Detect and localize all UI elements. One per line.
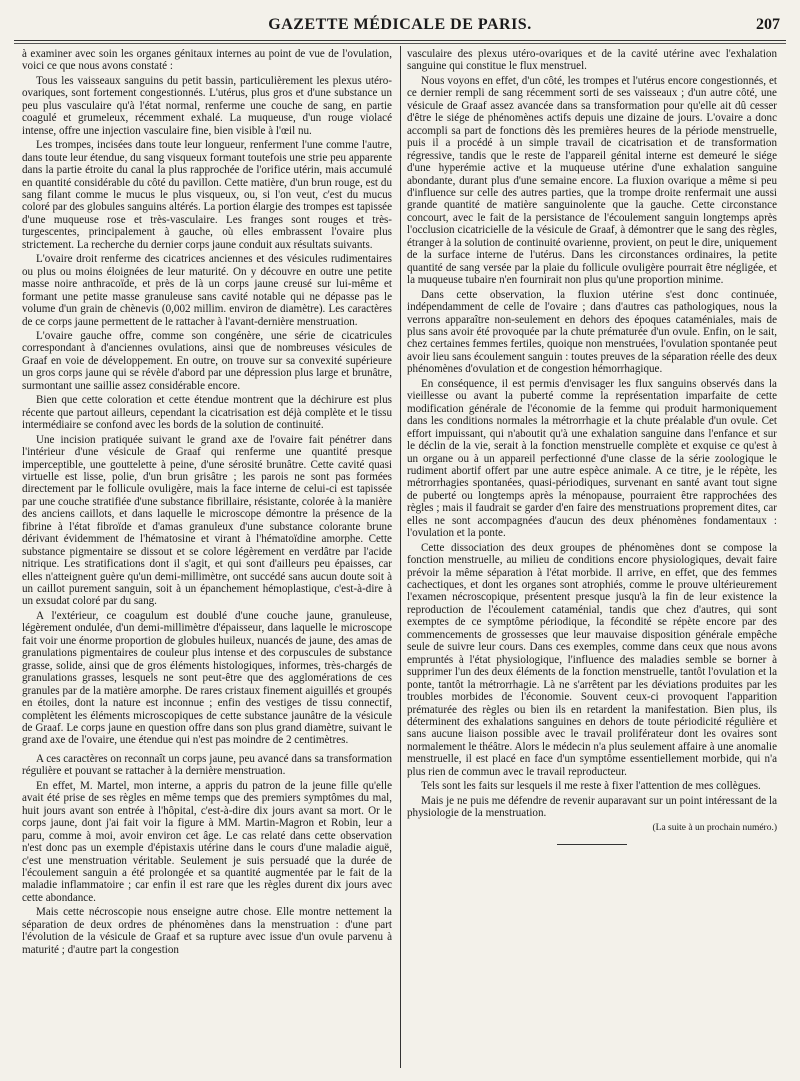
paragraph: En conséquence, il est permis d'envisager les flux sanguins observés dans la vieillesse ou avant la puberté comme la représentation imparfaite de cette modification générale de l'économie de la femme qui produit harmoniquement dans les conditions normales la métrorrhagie et la chute préalable d'un ovule. Cet effort impuissant, qui n'aboutit qu'à une exhalation sanguine dans l'enfance et sur le déclin de la vie, serait à la fonction menstruelle complète et exquise ce qu'est à un organe ou à un appareil perfectionné d'une classe de la série zoologique le rudiment abortif offert par une autre espèce animale. A ce titre, je le répète, les métrorrhagies spontanées, quasi-périodiques, survenant en santé avant tout signe de puberté ou longtemps après la ménopause, pourraient être rapprochées des règles ; mais il faudrait se garder d'en faire des menstruations proprement dites, car elles ne sont accompagnées d'aucun des deux phénomènes fondamentaux : l'ovulation et la ponte.	[407, 377, 777, 540]
paragraph: Bien que cette coloration et cette étendue montrent que la déchirure est plus récente que partout ailleurs, cependant la cicatrisation est déjà complète et le tissu intermédiaire se confond avec les bords de la solution de continuité.	[22, 394, 392, 432]
journal-title: GAZETTE MÉDICALE DE PARIS.	[268, 16, 532, 33]
page-header	[14, 16, 786, 36]
paragraph: Nous voyons en effet, d'un côté, les trompes et l'utérus encore congestionnés, et ce dernier rempli de sang récemment sorti de ses vaisseaux ; d'un autre côté, une vésicule de Graaf assez avancée dans sa transformation pour qu'elle ait dû cesser d'être le siége de phénomènes actifs depuis une dizaine de jours. L'ovaire a donc accompli sa part de fonctions dès les premières heures de la période menstruelle, puis il a procédé à un simple travail de cicatrisation et de transformation régressive, tandis que le reste de l'appareil génital interne est demeuré le siége d'une hyperémie active et la muqueuse utérine d'une exhalation sanguine abondante, durant plus d'une semaine encore. La fluxion ovarique a même si peu d'influence sur celle des autres parties, que la trompe droite renfermait une aussi grande quantité de matière sanguinolente que la gauche. Cette circonstance concourt, avec le fait de la persistance de l'écoulement sanguin longtemps après l'occlusion cicatricielle de la vésicule de Graaf, à démontrer que le sang des règles, étranger à la solution de continuité ovarienne, provient, on peut le dire, uniquement de la surface interne de l'utérus. Dans les circonstances ordinaires, la petite quantité de sang versée par la plaie du follicule ovuligère pourrait être négligée, et la muqueuse tubaire n'en fournirait non plus qu'une proportion minime.	[407, 74, 777, 287]
left-column	[22, 48, 392, 958]
header-rule	[14, 40, 786, 41]
end-rule	[557, 844, 627, 845]
continuation-note: (La suite à un prochain numéro.)	[652, 822, 777, 833]
paragraph: Les trompes, incisées dans toute leur longueur, renferment l'une comme l'autre, dans toute leur étendue, du sang visqueux formant toutefois une strie peu apparente dans la partie étroite du canal la plus rapprochée de l'orifice utérin, mais accumulé en quantité considérable du côté du pavillon. Cette matière, d'un brun rouge, est du sang filant comme le mucus le plus visqueux, ou, si l'on veut, c'est du mucus coloré par des globules sanguins altérés. La portion élargie des trompes est tapissée d'une muqueuse rose et très-vasculaire. Les franges sont rouges et très-turgescentes, principalement à gauche, où elles embrassent l'ovaire plus strictement. La recherche du dernier corps jaune conduit aux résultats suivants.	[22, 139, 392, 251]
paragraph: A l'extérieur, ce coagulum est doublé d'une couche jaune, granuleuse, légèrement ondulée, d'un demi-millimètre d'épaisseur, dans laquelle le microscope fait voir une énorme proportion de globules huileux, nuancés de jaune, des amas de granulations pigmentaires de couleur plus intense et des corpuscules de substance grasse, solide, ainsi que de gros éléments histologiques, informes, très-chargés de granulations grasses, lesquels ne sont peut-être que des agglomérations de ces granules par de la matière amorphe. De rares cristaux finement aiguillés et groupés en étoiles, dont la nature est inconnue ; enfin des vestiges de tissu connectif, complètent les éléments microscopiques de cette substance jaunâtre de la vésicule de Graaf. Le corps jaune en question offre dans son plus grand diamètre, suivant le grand axe de l'ovaire, une étendue qui n'est pas moindre de 2 centimètres.	[22, 609, 392, 747]
paragraph: Mais je ne puis me défendre de revenir auparavant sur un point intéressant de la physiologie de la menstruation.	[407, 794, 777, 820]
paragraph: L'ovaire droit renferme des cicatrices anciennes et des vésicules rudimentaires ou plus ou moins éloignées de leur maturité. On y découvre en outre une petite masse noire anthracoïde, et près de là un corps jaune creusé sur lui-même et formant une petite masse granuleuse sans cavité notable qui ne dépasse pas le volume d'un grain de chènevis (0,002 millim. environ de diamètre). Les caractères de ce corps jaune permettent de le rattacher à l'avant-dernière menstruation.	[22, 253, 392, 328]
header-rule-thin	[14, 43, 786, 44]
right-column	[407, 48, 777, 845]
page-number: 207	[756, 16, 780, 33]
paragraph: Tels sont les faits sur lesquels il me reste à fixer l'attention de mes collègues.	[421, 780, 761, 793]
paragraph: Cette dissociation des deux groupes de phénomènes dont se compose la fonction menstruelle, au milieu de conditions encore physiologiques, devait faire prévoir la même séparation à l'état morbide. Il arrive, en effet, que des femmes cachectiques, et dont les organes sont atrophiés, comme le prouve ultérieurement l'examen nécroscopique, présentent presque jusqu'à la fin de leur existence la reproduction de l'écoulement cataménial, tandis que chez d'autres, qui sont exemptes de ce symptôme périodique, la fécondité se répète encore par des commencements de grossesses que leur mauvaise disposition générale empêche seule de suivre leur cours. Dans ces exemples, comme dans ceux que nous avons empruntés à l'état physiologique, l'influence des maladies semble se borner à supprimer l'un des deux éléments de la fonction menstruelle, tantôt l'ovulation et la ponte, tantôt la métrorrhagie. Là ne s'arrêtent par les déviations produites par les troubles morbides de l'économie. Souvent ceux-ci provoquent l'apparition prématurée des règles ou bien ils en retardent la manifestation. Bien plus, ils déterminent des exhalations sanguines en dehors de toute périodicité régulière et sans aucune liaison possible avec le travail proliférateur dont les ovaires sont normalement le théâtre. Alors le médecin n'a plus seulement affaire à une anomalie menstruelle, il est placé en face d'un symptôme essentiellement morbide, qui n'a plus rien de commun avec le travail reproducteur.	[407, 541, 777, 778]
paragraph: Tous les vaisseaux sanguins du petit bassin, particulièrement les plexus utéro-ovariques, sont fortement congestionnés. L'utérus, plus gros et d'une substance un peu plus vasculaire qu'à l'état normal, renferme une couche de sang, en partie coagulé et grumeleux, récemment exhalé. La muqueuse, d'un rouge violacé intense, offre une injection vasculaire fine, bien visible à l'œil nu.	[22, 74, 392, 137]
paragraph: Dans cette observation, la fluxion utérine s'est donc continuée, indépendamment de celle de l'ovaire ; dans d'autres cas pathologiques, nous la verrons apparaître non-seulement en dehors des époques cataméniales, mais de plus sans avoir été provoquée par la chute prématurée d'un ovule. Enfin, on le sait, chez certaines femmes fertiles, quoique non menstruées, l'ovulation spontanée peut avoir lieu sans écoulement sanguin : toutes preuves de la séparation réelle des deux phénomènes d'ovulation et de congestion hémorrhagique.	[407, 288, 777, 376]
paragraph: à examiner avec soin les organes génitaux internes au point de vue de l'ovulation, voici ce que nous avons constaté :	[22, 48, 392, 73]
paragraph: A ces caractères on reconnaît un corps jaune, peu avancé dans sa transformation régulière et pouvant se rattacher à la dernière menstruation.	[22, 752, 392, 778]
paragraph: Une incision pratiquée suivant le grand axe de l'ovaire fait pénétrer dans l'intérieur d'une vésicule de Graaf qui renferme une quantité presque imperceptible, une gouttelette à peine, d'une sérosité brunâtre. Cette cavité quasi virtuelle est lisse, polie, d'un brun grisâtre ; les parois ne sont pas formées directement par le follicule ovuligère, mais la face interne de celui-ci est tapissée par une couche stratifiée d'une substance fibrillaire, résistante, colorée à la manière des anciens caillots, et dans laquelle le microscope démontre la présence de la fibrine à l'état fibroïde et d'amas granuleux d'une substance colorante brune dérivant évidemment de l'hématosine et virant à l'hématoïdine amorphe. Cette substance pigmentaire se dissout et se colore légèrement en verdâtre par l'acide nitrique. Les stratifications dont il s'agit, et qui sont d'ailleurs peu épaisses, car elles n'atteignent guère qu'un demi-millimètre, ont succédé sans aucun doute soit à un caillot purement sanguin, soit à un épanchement hémoplastique, c'est-à-dire à un exsudat coloré par du sang.	[22, 433, 392, 608]
column-separator	[400, 46, 401, 1068]
paragraph: En effet, M. Martel, mon interne, a appris du patron de la jeune fille qu'elle avait été prise de ses règles en même temps que des premiers symptômes du mal, huit jours avant son entrée à l'hôpital, c'est-à-dire dix jours avant sa mort. Or le corps jaune, dont j'ai fait voir la figure à MM. Martin-Magron et Robin, leur a paru, comme à moi, avoir environ cet âge. Le cas relaté dans cette observation n'est donc pas un exemple d'épistaxis utérine dans le cours d'une maladie aiguë, c'est une menstruation véritable. Seulement je suis persuadé que la durée de l'écoulement sanguin a été prolongée et sa quantité augmentée par le fait de la maladie inflammatoire ; car enfin il est rare que les règles durent dix jours avec cette abondance.	[22, 779, 392, 904]
paragraph: Mais cette nécroscopie nous enseigne autre chose. Elle montre nettement la séparation de deux ordres de phénomènes dans la menstruation : d'une part l'évolution de la vésicule de Graaf et sa rupture avec issue d'un ovule parvenu à maturité ; d'autre part la congestion	[22, 906, 392, 956]
paragraph: vasculaire des plexus utéro-ovariques et de la cavité utérine avec l'exhalation sanguine qui constitue le flux menstruel.	[407, 48, 777, 73]
paragraph: L'ovaire gauche offre, comme son congénère, une série de cicatricules correspondant à d'anciennes ovulations, ainsi que de nombreuses vésicules de Graaf en voie de développement. En outre, on trouve sur sa convexité supérieure un gros corps jaune qui se révèle d'abord par une dépression plus large et brunâtre, surmontant une saillie assez considérable encore.	[22, 329, 392, 392]
